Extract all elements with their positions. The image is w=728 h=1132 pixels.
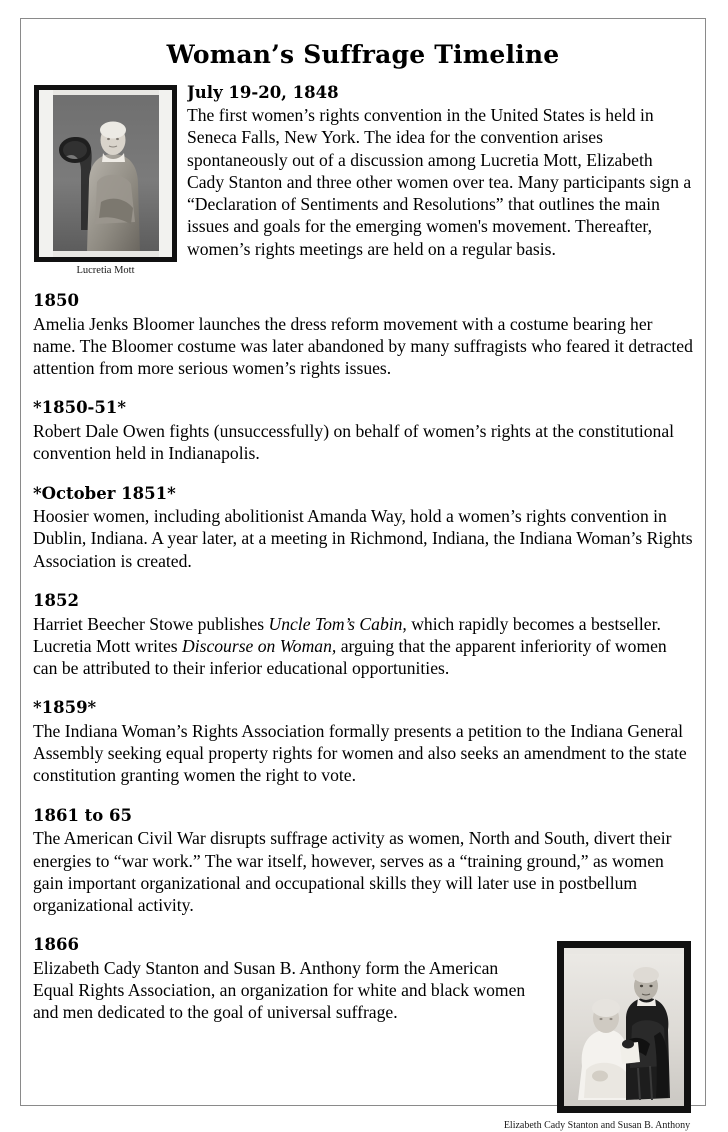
- figure-caption: Elizabeth Cady Stanton and Susan B. Anthony: [503, 1120, 691, 1132]
- figure-lucretia-mott: [34, 85, 177, 278]
- entry-heading: 1850: [33, 291, 79, 311]
- entry-body: The Indiana Woman’s Rights Association formally presents a petition to the Indiana General Assembly seeking equal property rights for women and also seeks an amendment to the state constitution granting women the right to vote.: [33, 720, 687, 786]
- entry-heading: *October 1851*: [33, 483, 176, 503]
- entry-heading: 1866: [33, 935, 79, 955]
- entry-heading: July 19-20, 1848: [187, 82, 339, 102]
- timeline-entry: [33, 806, 693, 917]
- photograph-elizabeth-cady-stanton-and-susan-b-anthony-icon: [564, 948, 684, 1106]
- timeline-entry: [33, 83, 693, 280]
- figure-caption: Lucretia Mott: [76, 264, 135, 276]
- entry-body: The American Civil War disrupts suffrage activity as women, North and South, divert their energies to “war work.” The war itself, however, serves as a “training ground,” as women gain important organizational and occupational skills they will later use in postbellum organizational activity.: [33, 828, 672, 916]
- entry-heading: 1861 to 65: [33, 805, 132, 825]
- entry-body: Elizabeth Cady Stanton and Susan B. Anthony form the American Equal Rights Association, an organization for white and black women and men dedicated to the goal of universal suffrage.: [33, 957, 526, 1023]
- timeline-entry: [33, 698, 693, 786]
- entry-heading: 1852: [33, 590, 79, 610]
- timeline-entry: [33, 591, 693, 679]
- timeline-entry: [33, 484, 693, 572]
- portrait-photograph-lucretia-mott-icon: [39, 90, 172, 257]
- entry-heading: *1859*: [33, 698, 97, 718]
- page-title: Woman’s Suffrage Timeline: [166, 40, 560, 69]
- photo-frame: [557, 941, 691, 1113]
- entry-body: Amelia Jenks Bloomer launches the dress reform movement with a costume bearing her name. The Bloomer costume was later abandoned by many suffragists who feared it detracted attention from more serious women’s rights issues.: [33, 313, 693, 379]
- figure-stanton-anthony: [503, 941, 691, 1132]
- timeline-entry: [33, 291, 693, 379]
- timeline-entry: [33, 935, 693, 1132]
- entry-body: Robert Dale Owen fights (unsuccessfully) on behalf of women’s rights at the constitutional convention held in Indianapolis.: [33, 421, 675, 464]
- timeline-entry: [33, 398, 693, 464]
- entry-heading: *1850-51*: [33, 398, 126, 418]
- entry-body: The first women’s rights convention in the United States is held in Seneca Falls, New York. The idea for the convention arises spontaneously out of a discussion among Lucretia Mott, Elizabeth Cady Stanton and three other women over tea. Many participants sign a “Declaration of Sentiments and Resolutions” that outlines the main issues and goals for the emerging women's movement. Thereafter, women’s rights meetings are held on a regular basis.: [187, 105, 692, 259]
- entry-body: Hoosier women, including abolitionist Amanda Way, hold a women’s rights convention in Dublin, Indiana. A year later, at a meeting in Richmond, Indiana, the Indiana Woman’s Rights Association is created.: [33, 506, 693, 571]
- entry-body: Harriet Beecher Stowe publishes Uncle Tom’s Cabin, which rapidly becomes a bestseller. Lucretia Mott writes Discourse on Woman, arguing that the apparent inferiority of women can be attributed to their inferior educational opportunities.: [33, 613, 667, 679]
- page-content: [33, 29, 693, 1132]
- document-page: [20, 18, 706, 1132]
- photo-frame: [34, 85, 177, 262]
